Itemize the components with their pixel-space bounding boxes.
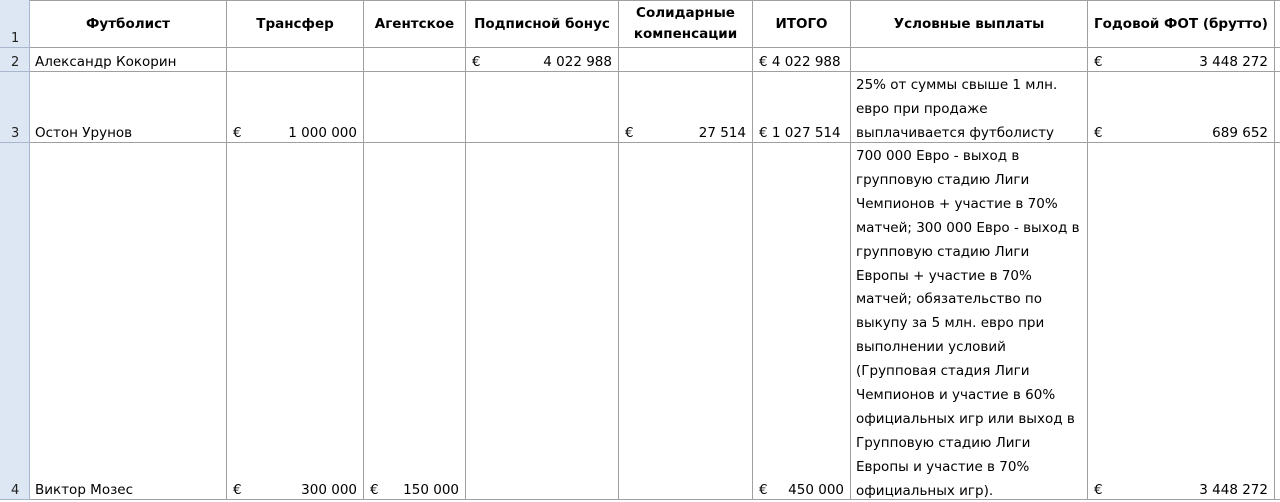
player-name: Александр Кокорин [35,54,177,70]
overflow-column [1275,143,1280,500]
cell-agent-row-3[interactable] [364,72,466,143]
overflow-column [1275,72,1280,143]
header-signing-bonus-label: Подписной бонус [474,15,610,32]
euro-symbol: € [1094,125,1103,141]
cell-payroll-row-4[interactable] [1088,143,1275,500]
header-solidarity-line1: Солидарные [636,5,735,21]
overflow-column [1275,0,1280,48]
amount: 27 514 [698,125,746,141]
row-number: 2 [11,55,20,70]
cell-name-row-2[interactable] [30,48,227,72]
conditional-text: 700 000 Евро - выход в групповую стадию Лиги Чемпионов + участие в 70% матчей; 300 000 Евро - выход в групповую стадию Лиги Европы + участие в 70% матчей; обязательство по выкупу за 5 млн. евро при выполнении условий (Групповая стадия Лиги Чемпионов и участие в 60% официальных игр или выход в Групповую стадию Лиги Европы и участие в 70% официальных игр). [856,148,1080,499]
cell-conditional-row-4[interactable] [851,143,1088,500]
player-name: Остон Урунов [35,125,133,141]
cell-agent-row-4[interactable] [364,143,466,500]
header-agent[interactable] [364,0,466,48]
header-transfer-label: Трансфер [256,15,334,32]
header-conditional[interactable] [851,0,1088,48]
header-total-label: ИТОГО [775,15,828,32]
header-solidarity[interactable] [619,0,753,48]
amount: 300 000 [301,482,357,498]
euro-symbol: € [370,482,379,498]
row-header-2[interactable] [0,48,30,72]
row-number: 3 [11,126,20,141]
cell-agent-row-2[interactable] [364,48,466,72]
cell-total-row-2[interactable] [753,48,851,72]
header-conditional-label: Условные выплаты [893,15,1045,32]
amount: 4 022 988 [543,54,612,70]
amount: 1 000 000 [288,125,357,141]
cell-signing-bonus-row-2[interactable] [466,48,619,72]
header-footballer[interactable] [30,0,227,48]
cell-payroll-row-3[interactable] [1088,72,1275,143]
header-total[interactable] [753,0,851,48]
overflow-column [1275,48,1280,72]
amount: 689 652 [1212,125,1268,141]
euro-symbol: € [233,482,242,498]
header-solidarity-line2: компенсации [633,26,738,42]
euro-symbol: € [1094,482,1103,498]
header-annual-payroll[interactable] [1088,0,1275,48]
cell-payroll-row-2[interactable] [1088,48,1275,72]
cell-transfer-row-2[interactable] [227,48,364,72]
euro-symbol: € [472,54,481,70]
euro-symbol: € [1094,54,1103,70]
cell-conditional-row-2[interactable] [851,48,1088,72]
cell-name-row-3[interactable] [30,72,227,143]
header-transfer[interactable] [227,0,364,48]
conditional-text: 25% от суммы свыше 1 млн. евро при продаже выплачивается футболисту [856,77,1058,141]
header-footballer-label: Футболист [86,15,170,32]
header-annual-payroll-label: Годовой ФОТ (брутто) [1094,15,1268,32]
row-header-1[interactable] [0,0,30,48]
cell-signing-bonus-row-3[interactable] [466,72,619,143]
header-agent-label: Агентское [374,15,455,32]
cell-name-row-4[interactable] [30,143,227,500]
amount: 3 448 272 [1199,482,1268,498]
cell-solidarity-row-3[interactable] [619,72,753,143]
header-signing-bonus[interactable] [466,0,619,48]
row-number: 1 [11,31,20,46]
amount: 3 448 272 [1199,54,1268,70]
euro-symbol: € [625,125,634,141]
total-amount: € 1 027 514 [759,125,841,141]
cell-total-row-3[interactable] [753,72,851,143]
cell-transfer-row-3[interactable] [227,72,364,143]
cell-transfer-row-4[interactable] [227,143,364,500]
cell-solidarity-row-4[interactable] [619,143,753,500]
cell-solidarity-row-2[interactable] [619,48,753,72]
cell-conditional-row-3[interactable] [851,72,1088,143]
player-name: Виктор Мозес [35,482,133,498]
amount: 150 000 [403,482,459,498]
cell-total-row-4[interactable] [753,143,851,500]
total-amount: € 4 022 988 [759,54,841,70]
euro-symbol: € [759,482,768,498]
row-header-4[interactable] [0,143,30,500]
row-header-3[interactable] [0,72,30,143]
amount: 450 000 [788,482,844,498]
row-number: 4 [11,483,20,498]
euro-symbol: € [233,125,242,141]
cell-signing-bonus-row-4[interactable] [466,143,619,500]
